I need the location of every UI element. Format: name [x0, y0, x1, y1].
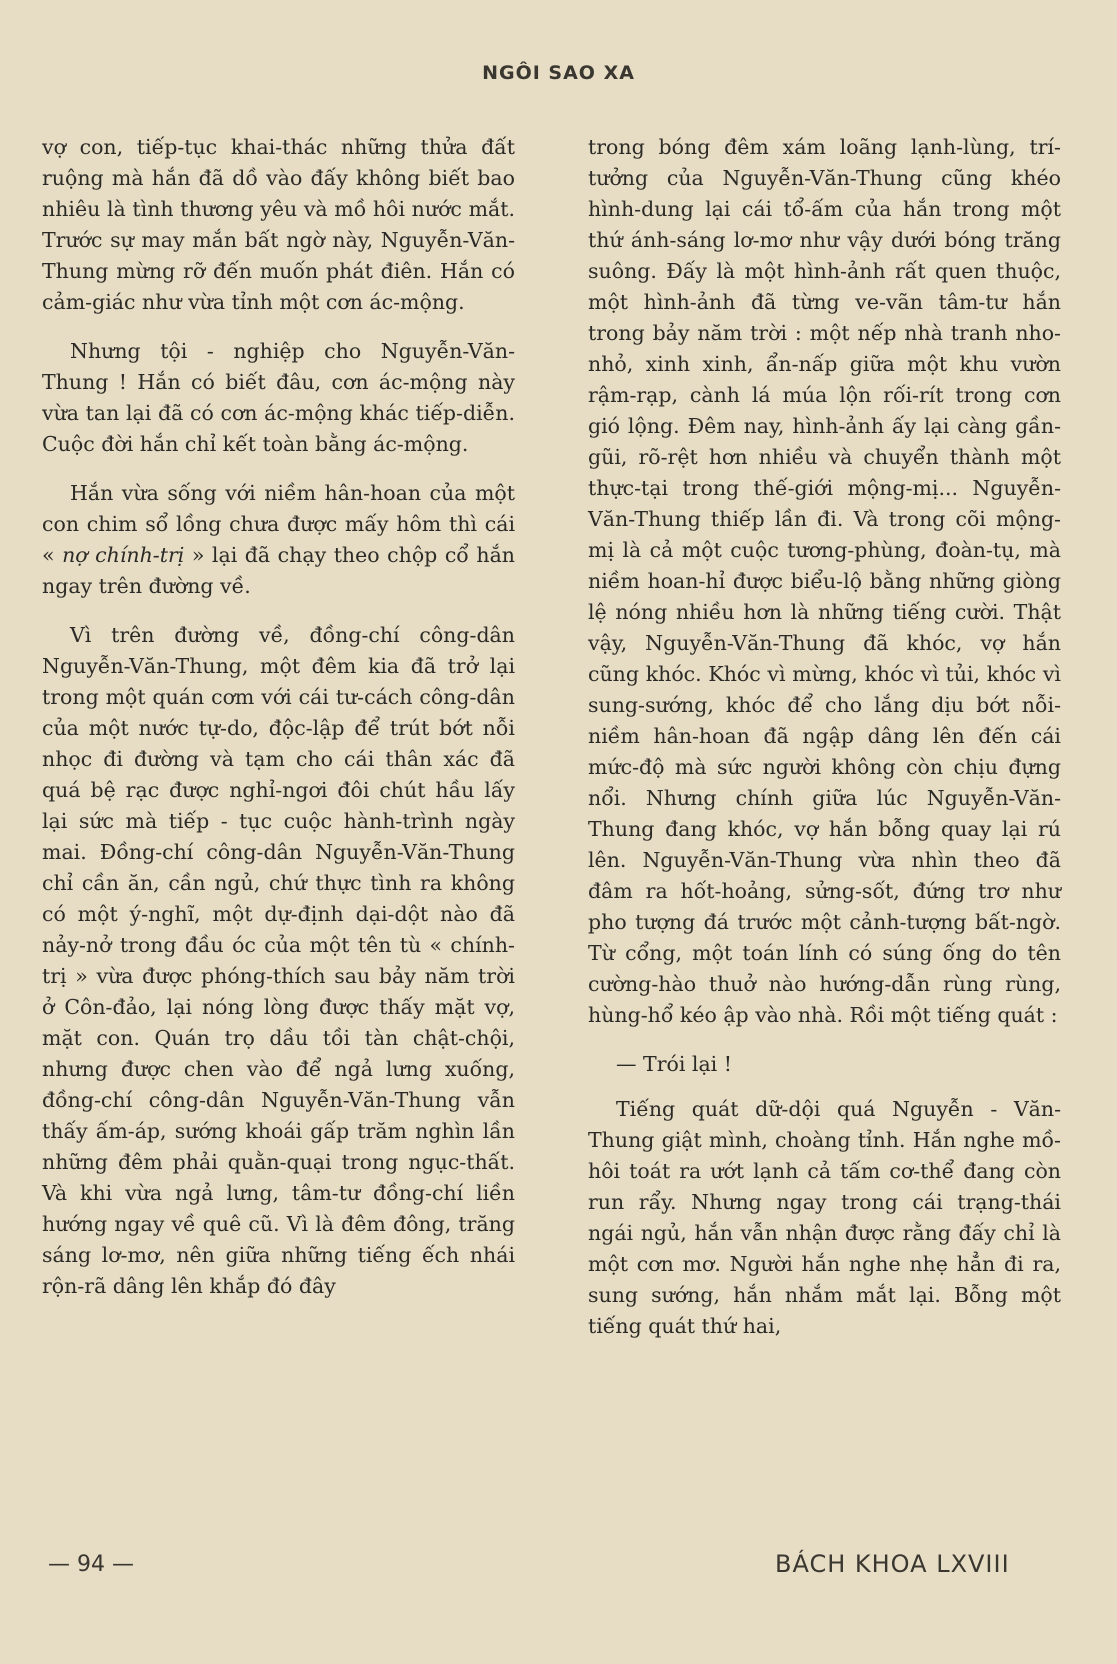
italic-phrase: nợ chính-trị: [62, 543, 185, 567]
magazine-footer: BÁCH KHOA LXVIII: [775, 1550, 1010, 1578]
paragraph: trong bóng đêm xám loãng lạnh-lùng, trí-tưởng của Nguyễn-Văn-Thung cũng khéo hình-dung lại cái tổ-ấm của hắn trong một thứ ánh-sáng lơ-mơ như vậy dưới bóng trăng suông. Đấy là một hình-ảnh rất quen thuộc, một hình-ảnh đã từng ve-vãn tâm-tư hắn trong bảy năm trời : một nếp nhà tranh nho-nhỏ, xinh xinh, ẩn-nấp giữa một khu vườn rậm-rạp, cành lá múa lộn rối-rít trong cơn gió lộng. Đêm nay, hình-ảnh ấy lại càng gần-gũi, rõ-rệt hơn nhiều và chuyển thành một thực-tại trong thế-giới mộng-mị... Nguyễn-Văn-Thung thiếp lần đi. Và trong cõi mộng-mị là cả một cuộc tương-phùng, đoàn-tụ, mà niềm hoan-hỉ được biểu-lộ bằng những giòng lệ nóng nhiều hơn là những tiếng cười. Thật vậy, Nguyễn-Văn-Thung đã khóc, vợ hắn cũng khóc. Khóc vì mừng, khóc vì tủi, khóc vì sung-sướng, khóc để cho lắng dịu bớt nỗi-niềm hân-hoan đã ngập dâng lên đến cái mức-độ mà sức người không còn chịu đựng nổi. Nhưng chính giữa lúc Nguyễn-Văn-Thung đang khóc, vợ hắn bỗng quay lại rú lên. Nguyễn-Văn-Thung vừa nhìn theo đã đâm ra hốt-hoảng, sửng-sốt, đứng trơ như pho tượng đá trước một cảnh-tượng bất-ngờ. Từ cổng, một toán lính có súng ống do tên cường-hào thuở nào hướng-dẫn rùng rùng, hùng-hổ kéo ập vào nhà. Rồi một tiếng quát :: [588, 135, 1061, 1027]
text-span: Hắn vừa sống với niềm hân-hoan của một con chim sổ lồng chưa được mấy hôm thì cái «: [42, 481, 515, 567]
left-column: [42, 132, 515, 1302]
paragraph: Nhưng tội - nghiệp cho Nguyễn-Văn-Thung ! Hắn có biết đâu, cơn ác-mộng này vừa tan lại đã có cơn ác-mộng khác tiếp-diễn. Cuộc đời hắn chỉ kết toàn bằng ác-mộng.: [42, 339, 515, 456]
page-number: — 94 —: [48, 1552, 134, 1577]
right-column: [588, 132, 1061, 1342]
dialogue-line: — Trói lại !: [616, 1052, 732, 1076]
text-span: » lại đã chạy theo chộp cổ hắn ngay trên đường về.: [42, 543, 515, 598]
running-header: NGÔI SAO XA: [482, 62, 635, 84]
paragraph: Vì trên đường về, đồng-chí công-dân Nguyễn-Văn-Thung, một đêm kia đã trở lại trong một quán cơm với cái tư-cách công-dân của một nước tự-do, độc-lập để trút bớt nỗi nhọc đi đường và tạm cho cái thân xác đã quá bệ rạc được nghỉ-ngơi đôi chút hầu lấy lại sức mà tiếp - tục cuộc hành-trình ngày mai. Đồng-chí công-dân Nguyễn-Văn-Thung chỉ cần ăn, cần ngủ, chứ thực tình ra không có một ý-nghĩ, một dự-định dại-dột nào đã nảy-nở trong đầu óc của một tên tù « chính-trị » vừa được phóng-thích sau bảy năm trời ở Côn-đảo, lại nóng lòng được thấy mặt vợ, mặt con. Quán trọ dầu tồi tàn chật-chội, nhưng được chen vào để ngả lưng xuống, đồng-chí công-dân Nguyễn-Văn-Thung vẫn thấy ấm-áp, sướng khoái gấp trăm nghìn lần những đêm phải quằn-quại trong ngục-thất. Và khi vừa ngả lưng, tâm-tư đồng-chí liền hướng ngay về quê cũ. Vì là đêm đông, trăng sáng lơ-mơ, nên giữa những tiếng ếch nhái rộn-rã dâng lên khắp đó đây: [42, 623, 515, 1298]
paragraph: vợ con, tiếp-tục khai-thác những thửa đất ruộng mà hắn đã dồ vào đấy không biết bao nhiêu là tình thương yêu và mồ hôi nước mắt. Trước sự may mắn bất ngờ này, Nguyễn-Văn-Thung mừng rỡ đến muốn phát điên. Hắn có cảm-giác như vừa tỉnh một cơn ác-mộng.: [42, 135, 515, 314]
paragraph: Tiếng quát dữ-dội quá Nguyễn - Văn-Thung giật mình, choàng tỉnh. Hắn nghe mồ-hôi toát ra ướt lạnh cả tấm cơ-thể đang còn run rẩy. Nhưng ngay trong cái trạng-thái ngái ngủ, hắn vẫn nhận được rằng đấy chỉ là một cơn mơ. Người hắn nghe nhẹ hẳn đi ra, sung sướng, hắn nhắm mắt lại. Bỗng một tiếng quát thứ hai,: [588, 1097, 1061, 1338]
paragraph: [42, 478, 515, 602]
